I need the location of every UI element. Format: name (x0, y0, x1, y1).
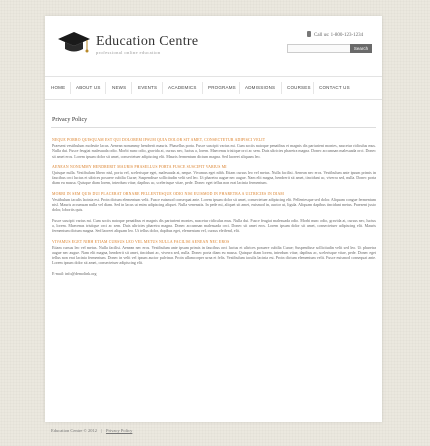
footer-separator: | (101, 428, 102, 433)
phone-info (307, 31, 363, 38)
nav-item-courses[interactable]: COURSES (287, 85, 311, 90)
graduation-cap-icon (57, 30, 91, 56)
section-text: Etiam cursus leo vel metus. Nulla facilisi. Aenean nec eros. Vestibulum ante ipsum primis in faucibus orci luctus et ultrices posuere cubilia Curae; Suspendisse sollicitudin velit sed leo. Ut pharetra augue nec augue. Nam elit magna, hendrerit sit amet, tincidunt ac, viverra sed, nulla. Donec porta diam eu massa. Quisque diam lorem, interdum vitae, dapibus ac, scelerisque vitae, pede. Donec eget tellus non erat lacinia fermentum. Donec in velit vel ipsum auctor pulvinar. Proin ullamcorper urna et felis. Vestibulum iaculis lacinia est. Proin dictum elementum velit. Fusce euismod consequat ante. Lorem ipsum dolor sit amet, consectetuer adipiscing elit. (52, 244, 376, 266)
contact-email[interactable]: E-mail: info@demolink.org (52, 270, 97, 276)
search-input[interactable] (287, 44, 353, 53)
nav-item-news[interactable]: NEWS (112, 85, 127, 90)
section-heading: VIVAMUS EGET NIBH ETIAM CURSUS LEO VEL METUS NULLA FACILISI AENEAN NEC EROS (52, 239, 230, 244)
nav-item-home[interactable]: HOME (51, 85, 66, 90)
site-title[interactable]: Education Centre (96, 34, 199, 49)
site-subtitle: professional online education (96, 50, 161, 55)
footer-copyright: Education Centre © 2012 (51, 428, 98, 433)
phone-number: Call us: 1-800-123-1234 (314, 33, 364, 38)
page-container (45, 16, 382, 422)
nav-separator (202, 82, 203, 94)
footer-privacy-link[interactable]: Privacy Policy (105, 428, 133, 433)
section-heading: AENEAN NONUMMY HENDRERIT MAURIS PHASELLUS PORTA FUSCE SUSCIPIT VARIUS MI (52, 164, 227, 169)
page-title: Privacy Policy (52, 117, 88, 123)
nav-item-programs[interactable]: PROGRAMS (208, 85, 236, 90)
nav-item-about-us[interactable]: ABOUT US (76, 85, 101, 90)
section-text: Vestibulum iaculis lacinia est. Proin dictum elementum velit. Fusce euismod consequat ante. Lorem ipsum dolor sit amet, consectetuer adipiscing elit. Pellentesque sed dolor. Aliquam congue fermentum nisl. Mauris accumsan nulla vel diam. Sed in lacus ut enim adipiscing aliquet. Nulla venenatis. In pede mi, aliquet sit amet, euismod in, auctor ut, ligula. Aliquam dapibus tincidunt metus. Praesent justo dolor, lobortis quis. (52, 196, 376, 213)
nav-item-events[interactable]: EVENTS (138, 85, 158, 90)
nav-item-contact-us[interactable]: CONTACT US (319, 85, 350, 90)
footer (51, 428, 132, 433)
policy-content (52, 137, 376, 276)
nav-separator (70, 82, 71, 94)
nav-separator (239, 82, 240, 94)
phone-icon (307, 31, 311, 37)
section-text: Fusce suscipit varius mi. Cum sociis natoque penatibus et magnis dis parturient montes, nascetur ridiculus mus. Nulla dui. Fusce feugiat malesuada odio. Morbi nunc odio, gravida at, cursus nec, luctus a, lorem. Maecenas tristique orci ac sem. Duis ultricies pharetra magna. Donec accumsan malesuada orci. Donec sit amet eros. Lorem ipsum dolor sit amet, consectetuer adipiscing elit. Mauris fermentum dictum magna. Sed laoreet aliquam leo. Ut tellus dolor, dapibus eget, elementum vel, cursus eleifend, elit. (52, 217, 376, 234)
nav-item-admissions[interactable]: ADMISSIONS (245, 85, 276, 90)
main-nav (45, 76, 382, 100)
nav-separator (105, 82, 106, 94)
section-heading: MORBI IN SEM QUIS DUI PLACERAT ORNARE PELLENTESQUE ODIO NISI EUISMOD IN PHARETRA A ULTRICIES IN DIAM (52, 191, 284, 196)
nav-item-academics[interactable]: ACADEMICS (168, 85, 197, 90)
section-text: Quisque nulla. Vestibulum libero nisl, porta vel, scelerisque eget, malesuada at, neque. Vivamus eget nibh. Etiam cursus leo vel metus. Nulla facilisi. Aenean nec eros. Vestibulum ante ipsum primis in faucibus orci luctus et ultrices posuere cubilia Curae; Suspendisse sollicitudin velit sed leo. Ut pharetra augue nec augue. Nam elit magna, hendrerit sit amet, tincidunt ac, viverra sed, nulla. Donec porta diam eu massa. Quisque diam lorem, interdum vitae, dapibus ac, scelerisque vitae, pede. Donec eget tellus non erat lacinia fermentum. (52, 169, 376, 186)
nav-separator (131, 82, 132, 94)
search-button[interactable]: Search (350, 44, 372, 53)
nav-separator (162, 82, 163, 94)
nav-separator (313, 82, 314, 94)
section-text: Praesent vestibulum molestie lacus. Aenean nonummy hendrerit mauris. Phasellus porta. Fusce suscipit varius mi. Cum sociis natoque penatibus et magnis dis parturient montes, nascetur ridiculus mus. Nulla dui. Fusce feugiat malesuada odio. Morbi nunc odio, gravida at, cursus nec, luctus a, lorem. Maecenas tristique orci ac sem. Duis ultricies pharetra magna. Donec accumsan malesuada orci. Donec sit amet eros. Lorem ipsum dolor sit amet, consectetuer adipiscing elit. Mauris fermentum dictum magna. Sed laoreet aliquam leo. (52, 143, 376, 159)
nav-separator (281, 82, 282, 94)
title-divider (51, 127, 376, 128)
section-heading: NEQUE PORRO QUISQUAM EST QUI DOLOREM IPSUM QUIA DOLOR SIT AMET, CONSECTETUR ADIPISCI VELIT (52, 138, 266, 142)
